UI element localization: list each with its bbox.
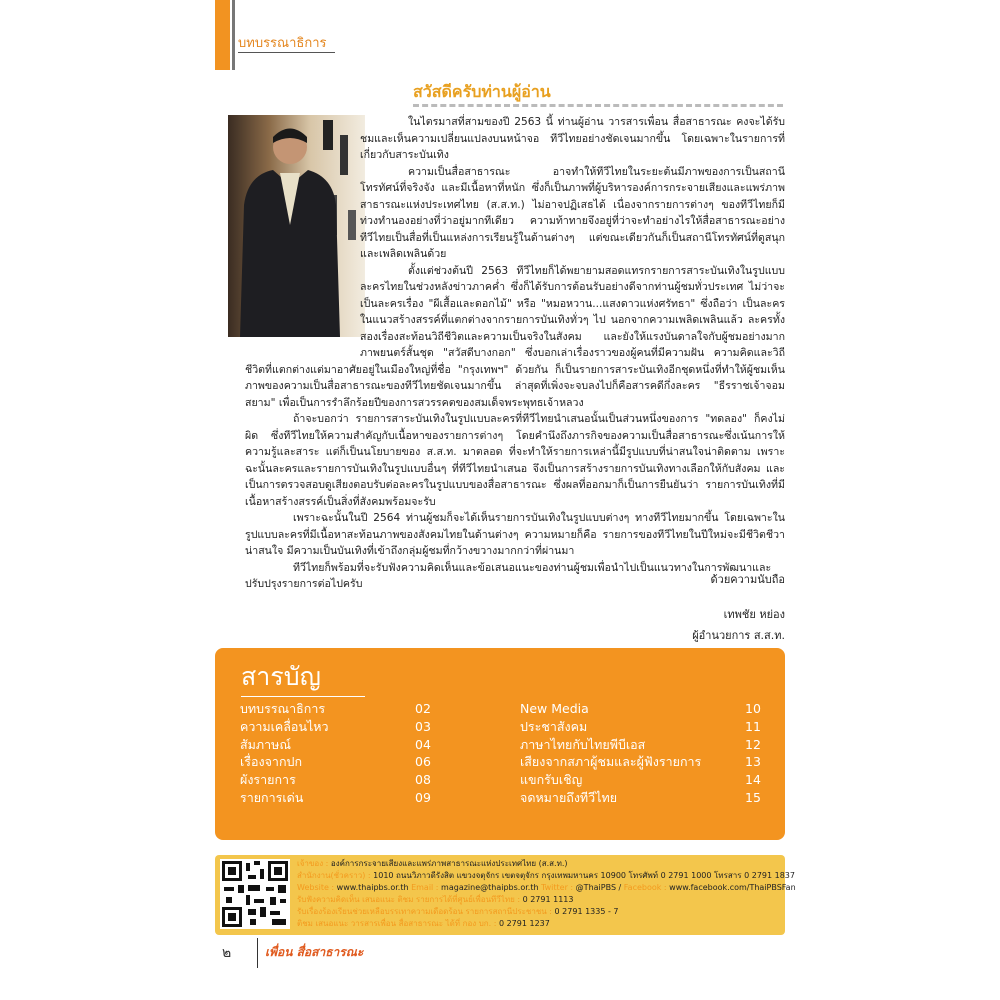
toc-item-page: 04 [415, 736, 431, 752]
website-label: Website : [297, 883, 335, 892]
toc-item-label[interactable]: รายการเด่น [240, 790, 304, 805]
complaint-phone: 0 2791 1335 - 7 [552, 907, 619, 916]
paragraph: ตั้งแต่ช่วงต้นปี 2563 ทีวีไทยก็ได้พยายามสอดแทรกรายการสาระบันเทิงในรูปแบบละครไทยในช่วงหลังข่าวภาคค่ำ ซึ่งก็ได้รับการต้อนรับอย่างดีจากท่านผู้ชมทั่วประเทศ ไม่ว่าจะเป็นละครเรื่อง "ผีเสื้อและดอกไม้" หรือ "หมอหวาน...แสงดาวแห่งศรัทธา" ซึ่งถือว่า เป็นละครในแนวสร้างสรรค์ที่แตกต่างจากรายการบันเทิงทั่วๆ ไป นอกจากความเพลิดเพลินแล้ว ละครทั้งสองเรื่องสะท้อนวิถีชีวิตและความเป็นจริงในสังคม และยังให้แรงบันดาลใจกับผู้ชมอย่างมาก ภาพยนตร์สั้นชุด "สวัสดีบางกอก" ซึ่งบอกเล่าเรื่องราวของผู้คนที่มีความฝัน ความคิดและวิถีชีวิตที่แตกต่างแต่มาอาศัยอยู่ในเมืองใหญ่ที่ชื่อ "กรุงเทพฯ" ด้วยกัน ก็เป็นรายการสาระบันเทิงอีกชุดหนึ่งที่ทำให้ผู้ชมเห็นภาพของความเป็นสื่อสาธารณะของทีวีไทยชัดเจนมากขึ้น ล่าสุดที่เพิ่งจะจบลงไปก็คือสารคดีกึ่งละคร "ธีรราชเจ้าจอมสยาม" เพื่อเป็นการรำลึกร้อยปีของการสวรรคตของสมเด็จพระพุทธเจ้าหลวง [245, 264, 785, 409]
toc-item-page: 06 [415, 754, 431, 770]
toc-title-underline [241, 696, 365, 697]
toc-title: สารบัญ [241, 662, 321, 691]
signature-title: ผู้อำนวยการ ส.ส.ท. [692, 629, 785, 642]
toc-item-label[interactable]: ประชาสังคม [520, 718, 588, 734]
email-link[interactable]: magazine@thaipbs.or.th [438, 883, 542, 892]
toc-item-label[interactable]: แขกรับเชิญ [520, 772, 583, 788]
email-label: Email : [411, 883, 439, 892]
table-of-contents [215, 648, 785, 840]
toc-item-label[interactable]: เรื่องจากปก [240, 754, 303, 770]
website-link[interactable]: www.thaipbs.or.th [334, 883, 412, 892]
toc-item-label[interactable]: เสียงจากสภาผู้ชมและผู้ฟังรายการ [520, 754, 702, 770]
toc-item-page: 10 [745, 701, 761, 716]
editorial-contact-phone: 0 2791 1237 [496, 919, 550, 928]
qr-code [220, 859, 290, 929]
twitter-label: Twitter : [541, 883, 574, 892]
facebook-link[interactable]: www.facebook.com/ThaiPBSFan [666, 883, 796, 892]
footer-divider [257, 938, 258, 968]
owner-label: เจ้าของ : [297, 859, 329, 868]
paragraph: ทีวีไทยก็พร้อมที่จะรับฟังความคิดเห็นและข้อเสนอแนะของท่านผู้ชมเพื่อนำไปเป็นแนวทางในการพัฒนาและปรับปรุงรายการต่อไปครับ [245, 561, 772, 590]
title-underline [413, 104, 783, 107]
toc-item-page: 14 [745, 772, 761, 788]
paragraph: ถ้าจะบอกว่า รายการสาระบันเทิงในรูปแบบละครที่ทีวีไทยนำเสนอนั้นเป็นส่วนหนึ่งของการ "ทดลอง" ก็คงไม่ผิด ซึ่งทีวีไทยให้ความสำคัญกับเนื้อหาของรายการต่างๆ โดยคำนึงถึงภารกิจของความเป็นสื่อสาธารณะซึ่งเน้นการให้ความรู้และสาระ แต่ก็เป็นนโยบายของ ส.ส.ท. มาตลอด ที่จะทำให้รายการเหล่านี้มีรูปแบบที่น่าสนใจน่าติดตาม เพราะฉะนั้นละครและรายการบันเทิงในรูปแบบอื่นๆ ที่ทีวีไทยนำเสนอ จึงเป็นการสร้างรายการบันเทิงทางเลือกให้กับสังคม และเป็นการตรวจสอบดูเสียงตอบรับต่อละครในรูปแบบของสื่อสาธารณะ ซึ่งผลที่ออกมาก็เป็นการยืนยันว่า รายการบันเทิงที่มีเนื้อหาสร้างสรรค์เป็นสิ่งที่สังคมพร้อมจะรับ [245, 413, 785, 508]
editorial-body [245, 114, 785, 593]
complaint-label: รับเรื่องร้องเรียนช่วยเหลือบรรเทาความเดือดร้อน รายการสถานีประชาชน : [297, 907, 552, 916]
feedback-label: รับฟังความคิดเห็น เสนอแนะ ติชม รายการได้ที่ศูนย์เพื่อนทีวีไทย : [297, 895, 521, 904]
toc-item-page: 09 [415, 790, 431, 805]
toc-item-label[interactable]: ภาษาไทยกับไทยพีบีเอส [520, 736, 646, 752]
twitter-link[interactable]: @ThaiPBS / [573, 883, 624, 892]
toc-item-label[interactable]: บทบรรณาธิการ [240, 701, 326, 716]
signature-name: เทพชัย หย่อง [723, 608, 785, 621]
office-label: สำนักงาน(ชั่วคราว) : [297, 871, 371, 880]
toc-item-label[interactable]: New Media [520, 701, 589, 716]
toc-item-label[interactable]: ผังรายการ [240, 772, 296, 788]
paragraph: ในไตรมาสที่สามของปี 2563 นี้ ท่านผู้อ่าน วารสารเพื่อน สื่อสาธารณะ คงจะได้รับชมและเห็นความเปลี่ยนแปลงบนหน้าจอ ทีวีไทยอย่างชัดเจนมากขึ้น โดยเฉพาะในรายการที่เกี่ยวกับสาระบันเทิง [360, 116, 785, 161]
toc-item-label[interactable]: จดหมายถึงทีวีไทย [520, 790, 618, 805]
accent-bar [215, 0, 230, 70]
divider [232, 0, 235, 70]
page-title: สวัสดีครับท่านผู้อ่าน [413, 82, 551, 101]
paragraph: ความเป็นสื่อสาธารณะ อาจทำให้ทีวีไทยในระยะต้นมีภาพของการเป็นสถานีโทรทัศน์ที่จริงจัง และมีเนื้อหาที่หนัก ซึ่งก็เป็นภาพที่ผู้บริหารองค์การกระจายเสียงและแพร่ภาพสาธารณะแห่งประเทศไทย (ส.ส.ท.) ไม่อาจปฏิเสธได้ เนื่องจากรายการต่างๆ ของทีวีไทยก็มีท่วงทำนองอย่างที่ว่าอยู่มากทีเดียว ความท้าทายจึงอยู่ที่ว่าจะทำอย่างไรให้สื่อสาธารณะอย่างทีวีไทยเป็นสื่อที่เป็นแหล่งการเรียนรู้ในด้านต่างๆ แต่ขณะเดียวกันก็เป็นสถานีโทรทัศน์ที่ดูสนุกและเพลิดเพลินด้วย [360, 165, 785, 260]
owner-value: องค์การกระจายเสียงและแพร่ภาพสาธารณะแห่งประเทศไทย (ส.ส.ท.) [328, 859, 568, 868]
publisher-info [215, 855, 796, 935]
paragraph: เพราะฉะนั้นในปี 2564 ท่านผู้ชมก็จะได้เห็นรายการบันเทิงในรูปแบบต่างๆ ทางทีวีไทยมากขึ้น โดยเฉพาะในรูปแบบละครที่มีเนื้อหาสะท้อนภาพของสังคมไทยในด้านต่างๆ ความหมายก็คือ รายการของทีวีไทยในปีใหม่จะมีชีวิตชีวาน่าสนใจ มีความเป็นบันเทิงที่เข้าถึงกลุ่มผู้ชมที่กว้างขวางมากกว่าที่ผ่านมา [245, 512, 785, 557]
toc-item-label[interactable]: สัมภาษณ์ [240, 736, 291, 752]
magazine-logo: เพื่อน สื่อสาธารณะ [265, 945, 364, 959]
page-number: ๒ [222, 945, 232, 961]
toc-item-page: 11 [745, 718, 761, 734]
toc-item-page: 12 [745, 736, 761, 752]
toc-item-page: 08 [415, 772, 431, 788]
toc-item-label[interactable]: ความเคลื่อนไหว [240, 718, 329, 734]
toc-item-page: 02 [415, 701, 431, 716]
toc-item-page: 13 [745, 754, 761, 770]
closing: ด้วยความนับถือ [710, 573, 785, 586]
feedback-phone: 0 2791 1113 [520, 895, 574, 904]
facebook-label: Facebook : [623, 883, 667, 892]
toc-item-page: 03 [415, 718, 431, 734]
section-label: บทบรรณาธิการ [238, 36, 335, 53]
office-value: 1010 ถนนวิภาวดีรังสิต แขวงจตุจักร เขตจตุจักร กรุงเทพมหานคร 10900 โทรศัพท์ 0 2791 1000 โทรสาร 0 2791 1837 [370, 871, 795, 880]
editorial-contact-label: ติชม เสนอแนะ วารสารเพื่อน สื่อสาธารณะ ได้ที่ กอง บก. : [297, 919, 497, 928]
toc-item-page: 15 [745, 790, 761, 805]
